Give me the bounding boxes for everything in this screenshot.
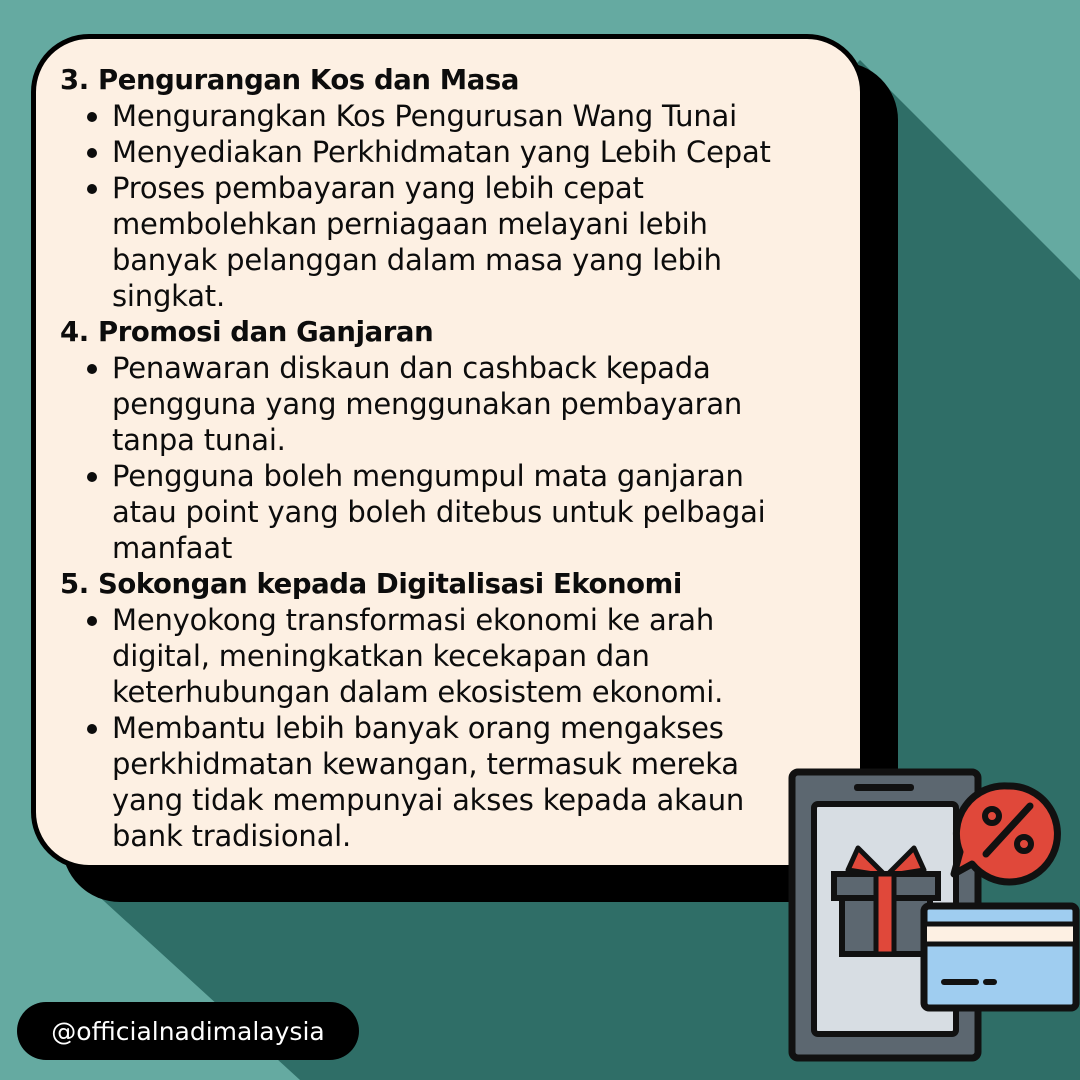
content-body: [60, 62, 820, 854]
list-item: Mengurangkan Kos Pengurusan Wang Tunai: [112, 98, 820, 134]
list-item: Menyediakan Perkhidmatan yang Lebih Cepat: [112, 134, 820, 170]
list-item: Menyokong transformasi ekonomi ke arah digital, meningkatkan kecekapan dan keterhubungan dalam ekosistem ekonomi.: [112, 602, 772, 710]
payment-illustration: [788, 768, 1080, 1066]
section-3-list: [60, 98, 820, 314]
section-title-4: 4. Promosi dan Ganjaran: [60, 316, 434, 348]
list-item: Penawaran diskaun dan cashback kepada pengguna yang menggunakan pembayaran tanpa tunai.: [112, 350, 812, 458]
list-item: Membantu lebih banyak orang mengakses perkhidmatan kewangan, termasuk mereka yang tidak mempunyai akses kepada akaun bank tradisional.: [112, 710, 792, 854]
section-title-3: 3. Pengurangan Kos dan Masa: [60, 64, 519, 96]
discount-percent-icon: [954, 786, 1057, 882]
section-4-list: [60, 350, 820, 566]
section-title-5: 5. Sokongan kepada Digitalisasi Ekonomi: [60, 568, 682, 600]
section-5-list: [60, 602, 820, 854]
list-item: Pengguna boleh mengumpul mata ganjaran atau point yang boleh ditebus untuk pelbagai manfaat: [112, 458, 812, 566]
social-handle: @officialnadimalaysia: [17, 1002, 359, 1060]
credit-card-icon: [924, 906, 1076, 1008]
list-item: Proses pembayaran yang lebih cepat membolehkan perniagaan melayani lebih banyak pelanggan dalam masa yang lebih singkat.: [112, 170, 772, 314]
